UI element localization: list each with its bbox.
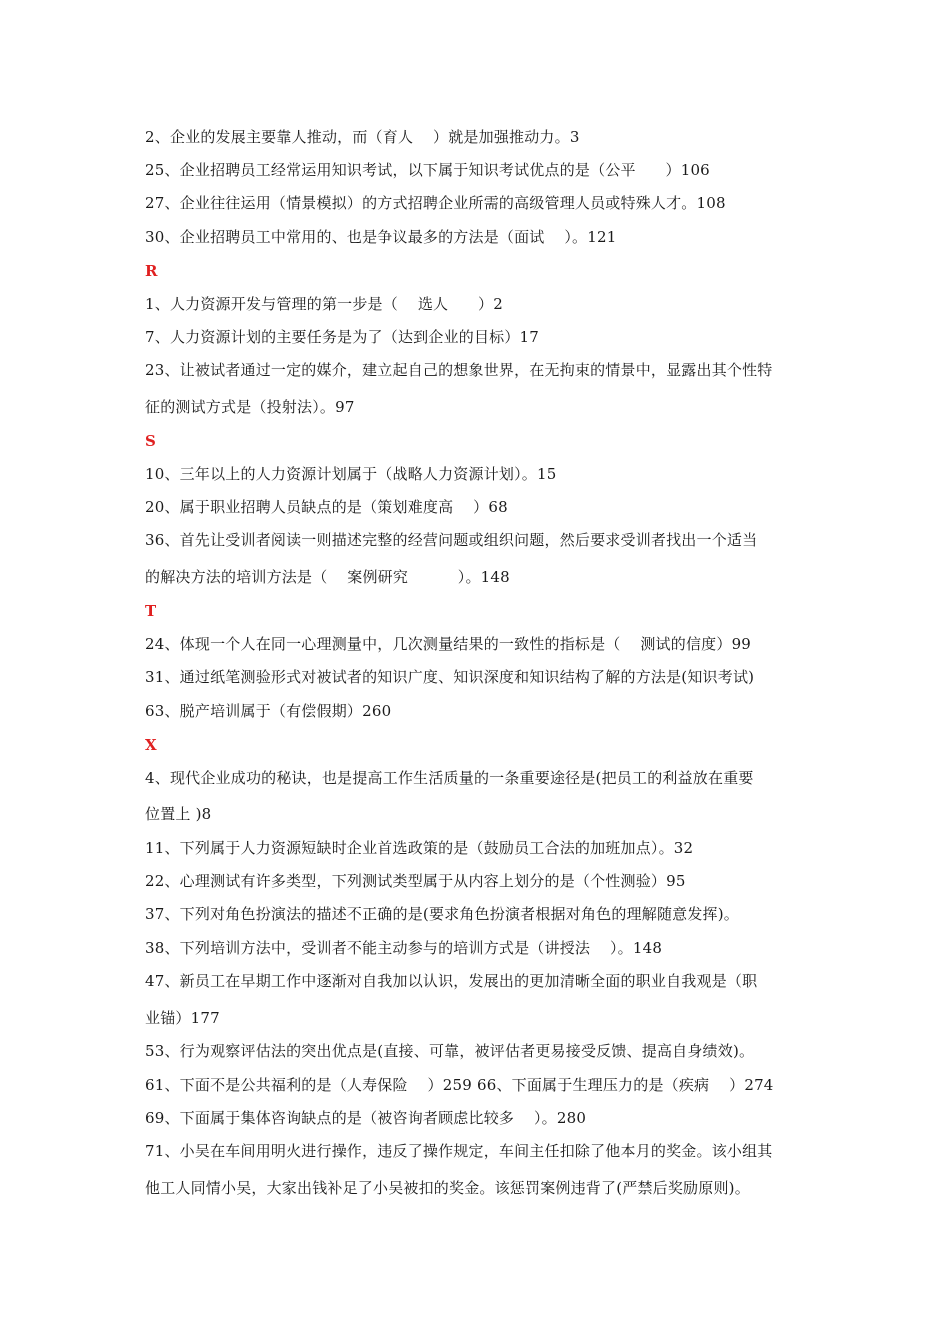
question-line: 7、人力资源计划的主要任务是为了（达到企业的目标）17: [145, 328, 540, 346]
question-line: 47、新员工在早期工作中逐渐对自我加以认识，发展出的更加清晰全面的职业自我观是（职: [145, 972, 758, 990]
question-line: 25、企业招聘员工经常运用知识考试，以下属于知识考试优点的是（公平 ）106: [145, 161, 710, 179]
question-line: 位置上 )8: [145, 805, 212, 823]
question-line: 36、首先让受训者阅读一则描述完整的经营问题或组织问题，然后要求受训者找出一个适当: [145, 531, 758, 549]
question-line: 27、企业往往运用（情景模拟）的方式招聘企业所需的高级管理人员或特殊人才。108: [145, 194, 726, 212]
question-line: 53、行为观察评估法的突出优点是(直接、可靠，被评估者更易接受反馈、提高自身绩效)。: [145, 1042, 755, 1060]
question-line: 31、通过纸笔测验形式对被试者的知识广度、知识深度和知识结构了解的方法是(知识考试): [145, 668, 755, 686]
question-line: 23、让被试者通过一定的媒介，建立起自己的想象世界，在无拘束的情景中，显露出其个性特: [145, 361, 773, 379]
question-line: 10、三年以上的人力资源计划属于（战略人力资源计划）。15: [145, 465, 557, 483]
question-line: 38、下列培训方法中，受训者不能主动参与的培训方式是（讲授法 ）。148: [145, 939, 663, 957]
question-line: 征的测试方式是（投射法）。97: [145, 398, 355, 416]
question-line: 2、企业的发展主要靠人推动，而（育人 ）就是加强推动力。3: [145, 128, 580, 146]
question-line: 71、小吴在车间用明火进行操作，违反了操作规定，车间主任扣除了他本月的奖金。该小组其: [145, 1142, 773, 1160]
question-line: 37、下列对角色扮演法的描述不正确的是(要求角色扮演者根据对角色的理解随意发挥)。: [145, 905, 739, 923]
question-line: 69、下面属于集体咨询缺点的是（被咨询者顾虑比较多 ）。280: [145, 1109, 587, 1127]
question-line: 业锚）177: [145, 1009, 220, 1027]
question-line: 的解决方法的培训方法是（ 案例研究 ）。148: [145, 568, 510, 586]
question-line: 22、心理测试有许多类型，下列测试类型属于从内容上划分的是（个性测验）95: [145, 872, 686, 890]
section-heading-r: R: [145, 262, 158, 280]
section-heading-x: X: [145, 736, 157, 754]
question-line: 24、体现一个人在同一心理测量中，几次测量结果的一致性的指标是（ 测试的信度）99: [145, 635, 752, 653]
question-line: 1、人力资源开发与管理的第一步是（ 选人 ）2: [145, 295, 503, 313]
section-heading-s: S: [145, 432, 156, 450]
section-heading-t: T: [145, 602, 157, 620]
question-line: 4、现代企业成功的秘诀，也是提高工作生活质量的一条重要途径是(把员工的利益放在重要: [145, 769, 754, 787]
question-line: 63、脱产培训属于（有偿假期）260: [145, 702, 392, 720]
question-line: 他工人同情小吴，大家出钱补足了小吴被扣的奖金。该惩罚案例违背了(严禁后奖励原则)。: [145, 1179, 750, 1197]
question-line: 30、企业招聘员工中常用的、也是争议最多的方法是（面试 ）。121: [145, 228, 617, 246]
question-line: 61、下面不是公共福利的是（人寿保险 ）259 66、下面属于生理压力的是（疾病 ）274: [145, 1076, 774, 1094]
question-line: 11、下列属于人力资源短缺时企业首选政策的是（鼓励员工合法的加班加点）。32: [145, 839, 694, 857]
question-line: 20、属于职业招聘人员缺点的是（策划难度高 ）68: [145, 498, 508, 516]
